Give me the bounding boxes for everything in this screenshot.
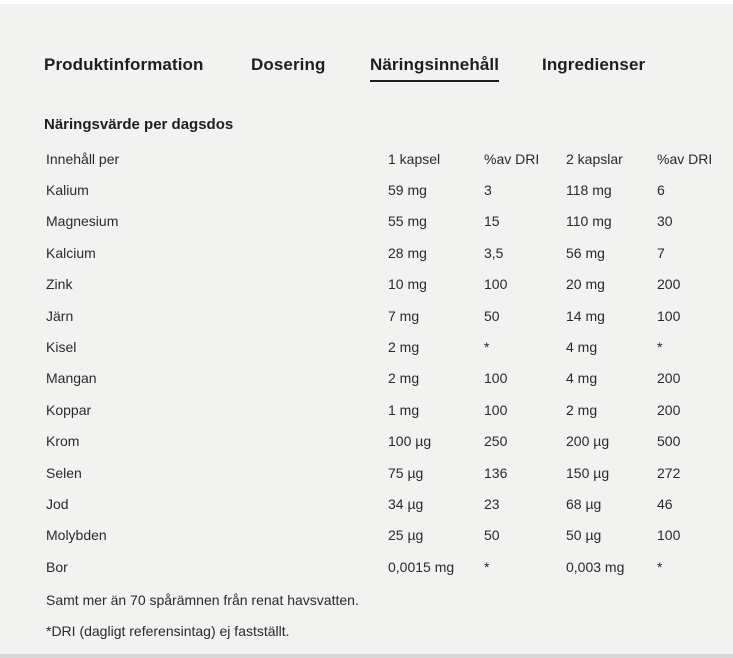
dri-one-capsule: 23: [484, 495, 500, 512]
dri-two-capsules: 272: [657, 464, 681, 481]
table-body: [46, 174, 717, 582]
table-row: [46, 269, 717, 300]
dri-two-capsules: 7: [657, 244, 665, 261]
table-row: [46, 331, 717, 362]
dri-one-capsule: 50: [484, 527, 500, 544]
dri-two-capsules: 200: [657, 401, 681, 418]
tab-produktinformation[interactable]: Produktinformation: [44, 55, 204, 74]
dri-one-capsule: 100: [484, 276, 508, 293]
table-header-row: [46, 143, 717, 174]
nutrient-name: Bor: [46, 558, 68, 575]
dri-one-capsule: 100: [484, 370, 508, 387]
dri-one-capsule: 50: [484, 307, 500, 324]
header-two-capsules: 2 kapslar: [566, 150, 623, 167]
dri-one-capsule: 250: [484, 433, 508, 450]
dri-one-capsule: 136: [484, 464, 508, 481]
dri-one-capsule: 3,5: [484, 244, 504, 261]
amount-one-capsule: 2 mg: [388, 339, 420, 356]
dri-two-capsules: 500: [657, 433, 681, 450]
dri-two-capsules: 6: [657, 182, 665, 199]
tab-naringsinnehall[interactable]: Näringsinnehåll: [370, 55, 500, 74]
table-row: [46, 363, 717, 394]
table-row: [46, 206, 717, 237]
header-dri-one: %av DRI: [484, 150, 540, 167]
nutrient-name: Järn: [46, 307, 74, 324]
dri-one-capsule: *: [484, 558, 490, 575]
nutrient-name: Selen: [46, 464, 82, 481]
amount-one-capsule: 7 mg: [388, 307, 420, 324]
dri-one-capsule: 100: [484, 401, 508, 418]
table-row: [46, 394, 717, 425]
table-row: [46, 426, 717, 457]
amount-two-capsules: 4 mg: [566, 370, 598, 387]
dri-two-capsules: 200: [657, 276, 681, 293]
dri-two-capsules: *: [657, 558, 663, 575]
amount-two-capsules: 118 mg: [566, 182, 612, 199]
dri-two-capsules: 30: [657, 213, 673, 230]
amount-two-capsules: 0,003 mg: [566, 558, 625, 575]
table-row: [46, 237, 717, 268]
nutrient-name: Jod: [46, 495, 69, 512]
amount-one-capsule: 100 µg: [388, 433, 432, 450]
tab-bar: [0, 55, 733, 85]
dri-footnote: *DRI (dagligt referensintag) ej fastställt.: [46, 623, 290, 639]
tab-dosering[interactable]: Dosering: [251, 55, 326, 74]
amount-one-capsule: 2 mg: [388, 370, 420, 387]
table-row: [46, 457, 717, 488]
amount-one-capsule: 55 mg: [388, 213, 427, 230]
amount-one-capsule: 34 µg: [388, 495, 424, 512]
table-row: [46, 300, 717, 331]
dri-one-capsule: 3: [484, 182, 492, 199]
nutrient-name: Zink: [46, 276, 73, 293]
tab-ingredienser[interactable]: Ingredienser: [542, 55, 646, 74]
amount-two-capsules: 50 µg: [566, 527, 602, 544]
dri-two-capsules: 100: [657, 527, 681, 544]
dri-two-capsules: 200: [657, 370, 681, 387]
table-row: [46, 174, 717, 205]
divider: [0, 654, 733, 658]
amount-one-capsule: 25 µg: [388, 527, 424, 544]
nutrient-name: Kalcium: [46, 244, 96, 261]
dri-two-capsules: 46: [657, 495, 673, 512]
dri-two-capsules: *: [657, 339, 663, 356]
nutrient-name: Magnesium: [46, 213, 119, 230]
amount-one-capsule: 1 mg: [388, 401, 420, 418]
amount-two-capsules: 4 mg: [566, 339, 598, 356]
dri-two-capsules: 100: [657, 307, 681, 324]
amount-two-capsules: 110 mg: [566, 213, 612, 230]
amount-one-capsule: 75 µg: [388, 464, 424, 481]
section-title: Näringsvärde per dagsdos: [44, 116, 234, 133]
header-one-capsule: 1 kapsel: [388, 150, 441, 167]
amount-two-capsules: 68 µg: [566, 495, 602, 512]
table-row: [46, 520, 717, 551]
nutrient-name: Molybden: [46, 527, 107, 544]
dri-one-capsule: 15: [484, 213, 500, 230]
nutrition-table: [46, 143, 717, 582]
table-row: [46, 488, 717, 519]
amount-one-capsule: 10 mg: [388, 276, 427, 293]
dri-one-capsule: *: [484, 339, 490, 356]
nutrient-name: Krom: [46, 433, 80, 450]
amount-one-capsule: 59 mg: [388, 182, 427, 199]
amount-two-capsules: 56 mg: [566, 244, 605, 261]
amount-one-capsule: 28 mg: [388, 244, 427, 261]
nutrient-name: Kisel: [46, 339, 77, 356]
table-row: [46, 551, 717, 582]
nutrient-name: Mangan: [46, 370, 97, 387]
header-content-per: Innehåll per: [46, 150, 120, 167]
amount-two-capsules: 20 mg: [566, 276, 605, 293]
trace-elements-note: Samt mer än 70 spårämnen från renat havsvatten.: [46, 592, 359, 608]
amount-two-capsules: 2 mg: [566, 401, 598, 418]
amount-two-capsules: 14 mg: [566, 307, 605, 324]
amount-two-capsules: 200 µg: [566, 433, 610, 450]
amount-one-capsule: 0,0015 mg: [388, 558, 455, 575]
nutrient-name: Koppar: [46, 401, 92, 418]
header-dri-two: %av DRI: [657, 150, 713, 167]
amount-two-capsules: 150 µg: [566, 464, 610, 481]
nutrient-name: Kalium: [46, 182, 89, 199]
